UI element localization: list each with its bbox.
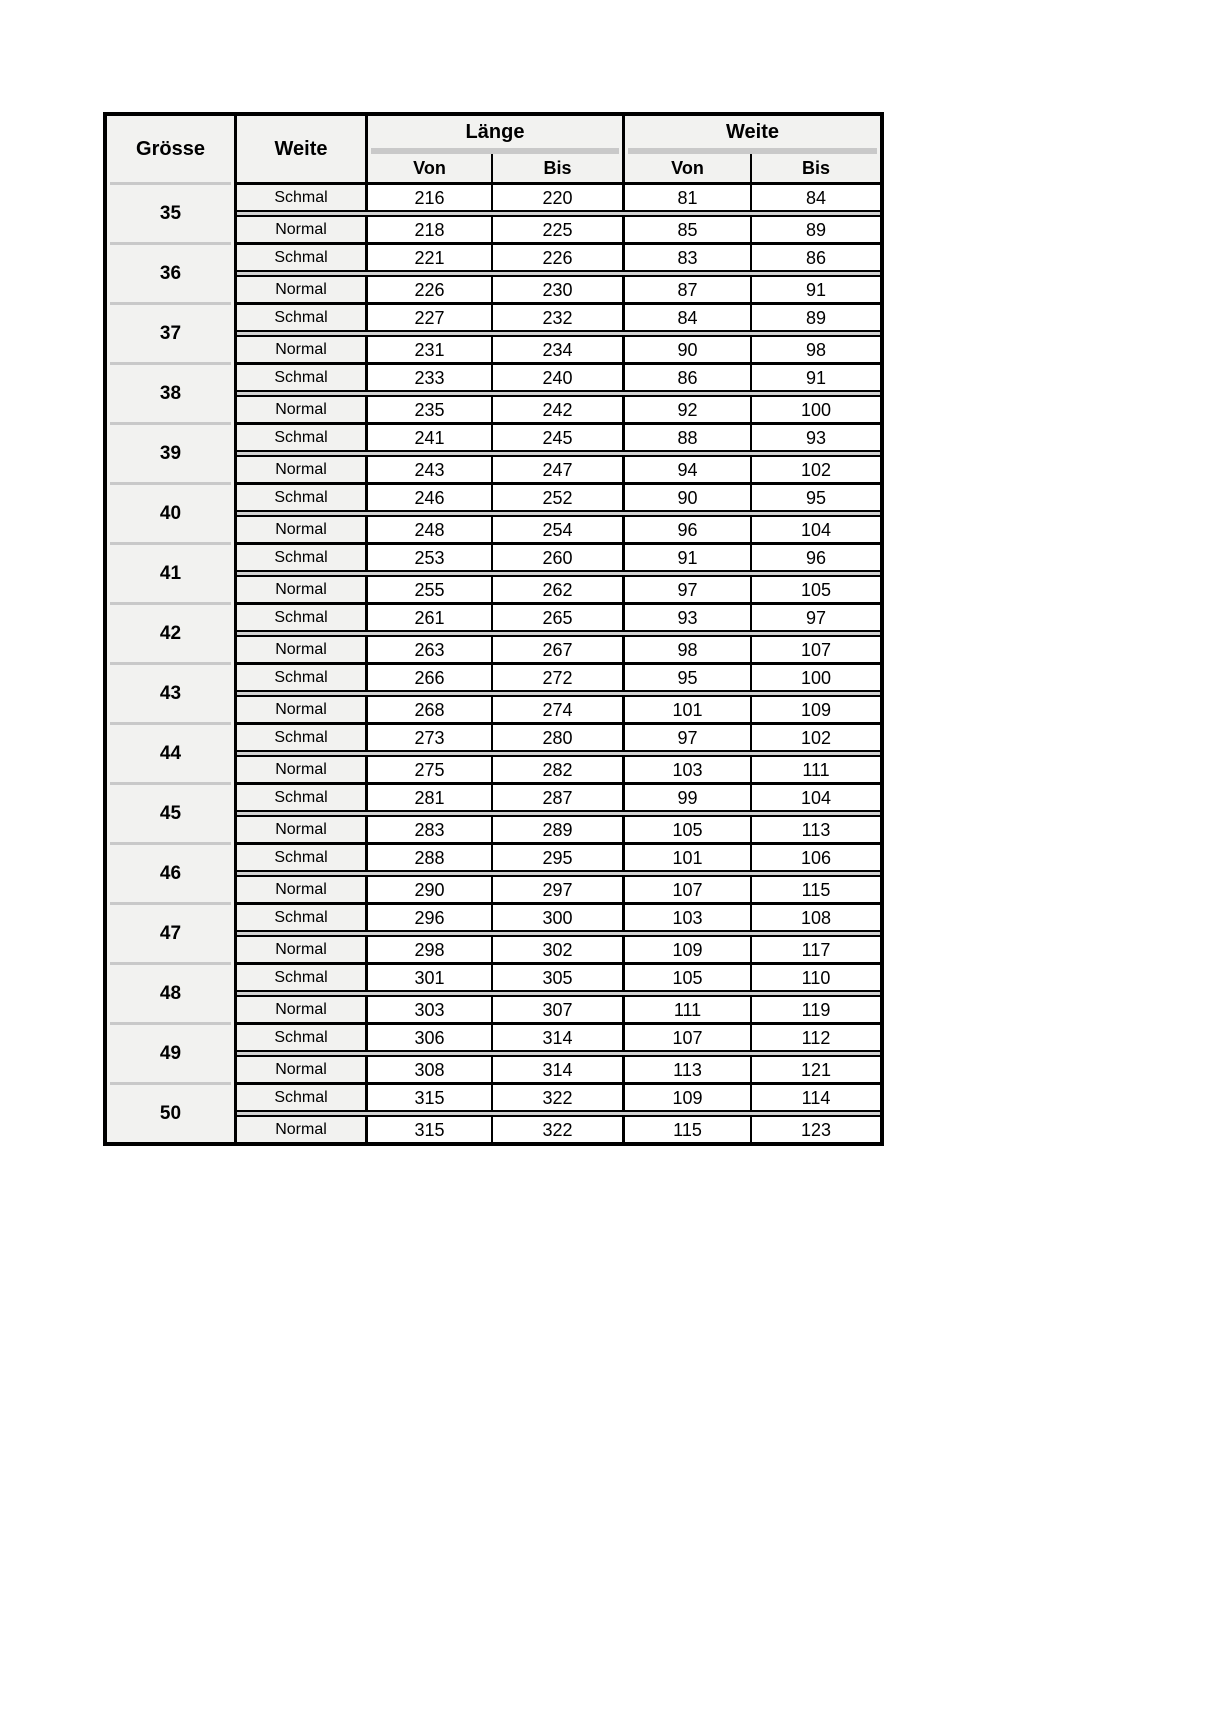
- value-cell-laenge_von: 227: [365, 305, 491, 330]
- size-chart-table: [103, 112, 884, 1146]
- value-cell-laenge_von: 281: [365, 785, 491, 810]
- value-cell-weite_von: 86: [622, 365, 750, 390]
- value-cell-weite_bis: 100: [750, 665, 880, 690]
- value-cell-weite_bis: 117: [750, 937, 880, 962]
- row-shadow-band: [234, 1110, 880, 1117]
- size-cell: 37: [107, 305, 234, 362]
- value-cell-weite_von: 101: [622, 845, 750, 870]
- value-cell-laenge_bis: 307: [491, 997, 622, 1022]
- value-cell-weite_bis: 109: [750, 697, 880, 722]
- value-cell-laenge_bis: 297: [491, 877, 622, 902]
- fit-cell: Normal: [234, 577, 365, 602]
- value-cell-weite_von: 87: [622, 277, 750, 302]
- fit-cell: Normal: [234, 337, 365, 362]
- size-cell: 40: [107, 485, 234, 542]
- value-cell-laenge_bis: 232: [491, 305, 622, 330]
- value-cell-weite_von: 90: [622, 485, 750, 510]
- row-shadow-band: [234, 510, 880, 517]
- value-cell-weite_bis: 89: [750, 305, 880, 330]
- value-cell-laenge_bis: 322: [491, 1085, 622, 1110]
- fit-cell: Schmal: [234, 665, 365, 690]
- fit-cell: Schmal: [234, 425, 365, 450]
- value-cell-weite_von: 84: [622, 305, 750, 330]
- value-cell-weite_von: 103: [622, 905, 750, 930]
- header-laenge-group: Länge: [365, 116, 622, 148]
- size-cell: 41: [107, 545, 234, 602]
- value-cell-laenge_bis: 322: [491, 1117, 622, 1142]
- value-cell-laenge_bis: 272: [491, 665, 622, 690]
- value-cell-laenge_von: 246: [365, 485, 491, 510]
- fit-cell: Schmal: [234, 905, 365, 930]
- header-groesse: Grösse: [107, 116, 234, 182]
- value-cell-laenge_bis: 242: [491, 397, 622, 422]
- value-cell-laenge_von: 253: [365, 545, 491, 570]
- row-shadow-band: [234, 270, 880, 277]
- value-cell-laenge_von: 268: [365, 697, 491, 722]
- value-cell-weite_von: 85: [622, 217, 750, 242]
- value-cell-laenge_bis: 260: [491, 545, 622, 570]
- value-cell-weite_von: 103: [622, 757, 750, 782]
- value-cell-laenge_von: 275: [365, 757, 491, 782]
- size-cell: 44: [107, 725, 234, 782]
- row-shadow-band: [234, 810, 880, 817]
- fit-cell: Normal: [234, 217, 365, 242]
- value-cell-laenge_von: 255: [365, 577, 491, 602]
- value-cell-laenge_von: 243: [365, 457, 491, 482]
- value-cell-weite_bis: 100: [750, 397, 880, 422]
- value-cell-laenge_bis: 302: [491, 937, 622, 962]
- fit-cell: Schmal: [234, 245, 365, 270]
- value-cell-weite_von: 98: [622, 637, 750, 662]
- value-cell-laenge_von: 216: [365, 185, 491, 210]
- fit-cell: Normal: [234, 1117, 365, 1142]
- value-cell-weite_bis: 102: [750, 457, 880, 482]
- value-cell-laenge_von: 263: [365, 637, 491, 662]
- value-cell-laenge_bis: 282: [491, 757, 622, 782]
- size-cell: 47: [107, 905, 234, 962]
- value-cell-laenge_von: 283: [365, 817, 491, 842]
- fit-cell: Normal: [234, 277, 365, 302]
- value-cell-weite_bis: 104: [750, 785, 880, 810]
- value-cell-weite_bis: 96: [750, 545, 880, 570]
- row-shadow-band: [234, 450, 880, 457]
- value-cell-weite_von: 107: [622, 1025, 750, 1050]
- fit-cell: Schmal: [234, 305, 365, 330]
- value-cell-weite_von: 105: [622, 817, 750, 842]
- value-cell-weite_von: 111: [622, 997, 750, 1022]
- fit-cell: Normal: [234, 1057, 365, 1082]
- value-cell-laenge_bis: 274: [491, 697, 622, 722]
- header-laenge-bis: Bis: [491, 154, 622, 182]
- value-cell-laenge_bis: 280: [491, 725, 622, 750]
- value-cell-weite_von: 97: [622, 725, 750, 750]
- value-cell-weite_von: 105: [622, 965, 750, 990]
- value-cell-laenge_von: 273: [365, 725, 491, 750]
- size-cell: 39: [107, 425, 234, 482]
- value-cell-weite_von: 97: [622, 577, 750, 602]
- value-cell-laenge_von: 241: [365, 425, 491, 450]
- size-cell: 36: [107, 245, 234, 302]
- value-cell-laenge_von: 290: [365, 877, 491, 902]
- value-cell-weite_bis: 108: [750, 905, 880, 930]
- value-cell-weite_bis: 113: [750, 817, 880, 842]
- value-cell-weite_bis: 98: [750, 337, 880, 362]
- value-cell-weite_von: 91: [622, 545, 750, 570]
- value-cell-weite_von: 88: [622, 425, 750, 450]
- value-cell-laenge_von: 315: [365, 1085, 491, 1110]
- value-cell-laenge_bis: 247: [491, 457, 622, 482]
- value-cell-laenge_bis: 252: [491, 485, 622, 510]
- value-cell-weite_von: 90: [622, 337, 750, 362]
- fit-cell: Schmal: [234, 785, 365, 810]
- value-cell-laenge_von: 298: [365, 937, 491, 962]
- value-cell-laenge_von: 218: [365, 217, 491, 242]
- value-cell-weite_von: 107: [622, 877, 750, 902]
- value-cell-laenge_von: 303: [365, 997, 491, 1022]
- value-cell-laenge_bis: 305: [491, 965, 622, 990]
- fit-cell: Schmal: [234, 1025, 365, 1050]
- value-cell-weite_bis: 93: [750, 425, 880, 450]
- fit-cell: Normal: [234, 997, 365, 1022]
- value-cell-weite_von: 99: [622, 785, 750, 810]
- header-weite-bis: Bis: [750, 154, 880, 182]
- value-cell-weite_bis: 119: [750, 997, 880, 1022]
- value-cell-weite_von: 101: [622, 697, 750, 722]
- row-shadow-band: [234, 390, 880, 397]
- value-cell-weite_bis: 91: [750, 277, 880, 302]
- row-shadow-band: [234, 1050, 880, 1057]
- value-cell-laenge_von: 226: [365, 277, 491, 302]
- size-cell: 35: [107, 185, 234, 242]
- fit-cell: Normal: [234, 877, 365, 902]
- value-cell-laenge_bis: 314: [491, 1057, 622, 1082]
- row-shadow-band: [234, 330, 880, 337]
- fit-cell: Normal: [234, 457, 365, 482]
- fit-cell: Normal: [234, 817, 365, 842]
- value-cell-weite_bis: 112: [750, 1025, 880, 1050]
- value-cell-laenge_bis: 225: [491, 217, 622, 242]
- value-cell-laenge_bis: 267: [491, 637, 622, 662]
- value-cell-laenge_bis: 265: [491, 605, 622, 630]
- value-cell-laenge_bis: 300: [491, 905, 622, 930]
- fit-cell: Normal: [234, 757, 365, 782]
- value-cell-laenge_von: 248: [365, 517, 491, 542]
- value-cell-weite_von: 81: [622, 185, 750, 210]
- value-cell-weite_von: 109: [622, 1085, 750, 1110]
- row-shadow-band: [234, 210, 880, 217]
- value-cell-laenge_bis: 230: [491, 277, 622, 302]
- fit-cell: Normal: [234, 397, 365, 422]
- value-cell-laenge_von: 301: [365, 965, 491, 990]
- value-cell-laenge_bis: 220: [491, 185, 622, 210]
- value-cell-laenge_bis: 234: [491, 337, 622, 362]
- value-cell-weite_bis: 107: [750, 637, 880, 662]
- value-cell-laenge_von: 308: [365, 1057, 491, 1082]
- value-cell-weite_von: 93: [622, 605, 750, 630]
- fit-cell: Schmal: [234, 185, 365, 210]
- row-shadow-band: [234, 750, 880, 757]
- size-cell: 38: [107, 365, 234, 422]
- value-cell-laenge_bis: 226: [491, 245, 622, 270]
- row-shadow-band: [234, 870, 880, 877]
- value-cell-weite_von: 83: [622, 245, 750, 270]
- header-weite-column: Weite: [234, 116, 365, 182]
- value-cell-laenge_von: 231: [365, 337, 491, 362]
- fit-cell: Schmal: [234, 965, 365, 990]
- fit-cell: Schmal: [234, 725, 365, 750]
- fit-cell: Schmal: [234, 365, 365, 390]
- value-cell-weite_bis: 89: [750, 217, 880, 242]
- header-weite-group: Weite: [622, 116, 880, 148]
- value-cell-weite_von: 115: [622, 1117, 750, 1142]
- value-cell-weite_von: 96: [622, 517, 750, 542]
- value-cell-weite_bis: 97: [750, 605, 880, 630]
- size-cell: 46: [107, 845, 234, 902]
- value-cell-weite_bis: 121: [750, 1057, 880, 1082]
- value-cell-weite_bis: 110: [750, 965, 880, 990]
- value-cell-laenge_bis: 240: [491, 365, 622, 390]
- value-cell-weite_bis: 106: [750, 845, 880, 870]
- value-cell-laenge_von: 306: [365, 1025, 491, 1050]
- row-shadow-band: [234, 930, 880, 937]
- value-cell-weite_bis: 86: [750, 245, 880, 270]
- value-cell-weite_bis: 104: [750, 517, 880, 542]
- size-cell: 49: [107, 1025, 234, 1082]
- value-cell-weite_von: 94: [622, 457, 750, 482]
- size-cell: 48: [107, 965, 234, 1022]
- value-cell-weite_bis: 95: [750, 485, 880, 510]
- value-cell-laenge_von: 266: [365, 665, 491, 690]
- value-cell-laenge_bis: 287: [491, 785, 622, 810]
- fit-cell: Normal: [234, 697, 365, 722]
- value-cell-weite_bis: 114: [750, 1085, 880, 1110]
- row-shadow-band: [234, 690, 880, 697]
- value-cell-laenge_von: 221: [365, 245, 491, 270]
- value-cell-laenge_von: 296: [365, 905, 491, 930]
- size-cell: 50: [107, 1085, 234, 1142]
- fit-cell: Schmal: [234, 605, 365, 630]
- size-cell: 42: [107, 605, 234, 662]
- value-cell-laenge_bis: 314: [491, 1025, 622, 1050]
- fit-cell: Normal: [234, 517, 365, 542]
- value-cell-laenge_bis: 295: [491, 845, 622, 870]
- value-cell-weite_bis: 102: [750, 725, 880, 750]
- header-laenge-von: Von: [365, 154, 491, 182]
- value-cell-laenge_von: 315: [365, 1117, 491, 1142]
- value-cell-laenge_bis: 254: [491, 517, 622, 542]
- fit-cell: Schmal: [234, 845, 365, 870]
- value-cell-weite_von: 92: [622, 397, 750, 422]
- fit-cell: Schmal: [234, 1085, 365, 1110]
- fit-cell: Normal: [234, 937, 365, 962]
- value-cell-weite_bis: 91: [750, 365, 880, 390]
- value-cell-weite_bis: 115: [750, 877, 880, 902]
- row-shadow-band: [234, 630, 880, 637]
- value-cell-weite_von: 113: [622, 1057, 750, 1082]
- value-cell-weite_bis: 111: [750, 757, 880, 782]
- fit-cell: Schmal: [234, 545, 365, 570]
- value-cell-laenge_bis: 245: [491, 425, 622, 450]
- value-cell-laenge_bis: 289: [491, 817, 622, 842]
- header-weite-von: Von: [622, 154, 750, 182]
- value-cell-laenge_von: 233: [365, 365, 491, 390]
- value-cell-weite_bis: 123: [750, 1117, 880, 1142]
- value-cell-laenge_von: 288: [365, 845, 491, 870]
- size-cell: 45: [107, 785, 234, 842]
- value-cell-laenge_bis: 262: [491, 577, 622, 602]
- value-cell-weite_bis: 105: [750, 577, 880, 602]
- value-cell-laenge_von: 261: [365, 605, 491, 630]
- value-cell-laenge_von: 235: [365, 397, 491, 422]
- row-shadow-band: [234, 990, 880, 997]
- row-shadow-band: [234, 570, 880, 577]
- fit-cell: Schmal: [234, 485, 365, 510]
- value-cell-weite_von: 95: [622, 665, 750, 690]
- size-cell: 43: [107, 665, 234, 722]
- value-cell-weite_von: 109: [622, 937, 750, 962]
- fit-cell: Normal: [234, 637, 365, 662]
- value-cell-weite_bis: 84: [750, 185, 880, 210]
